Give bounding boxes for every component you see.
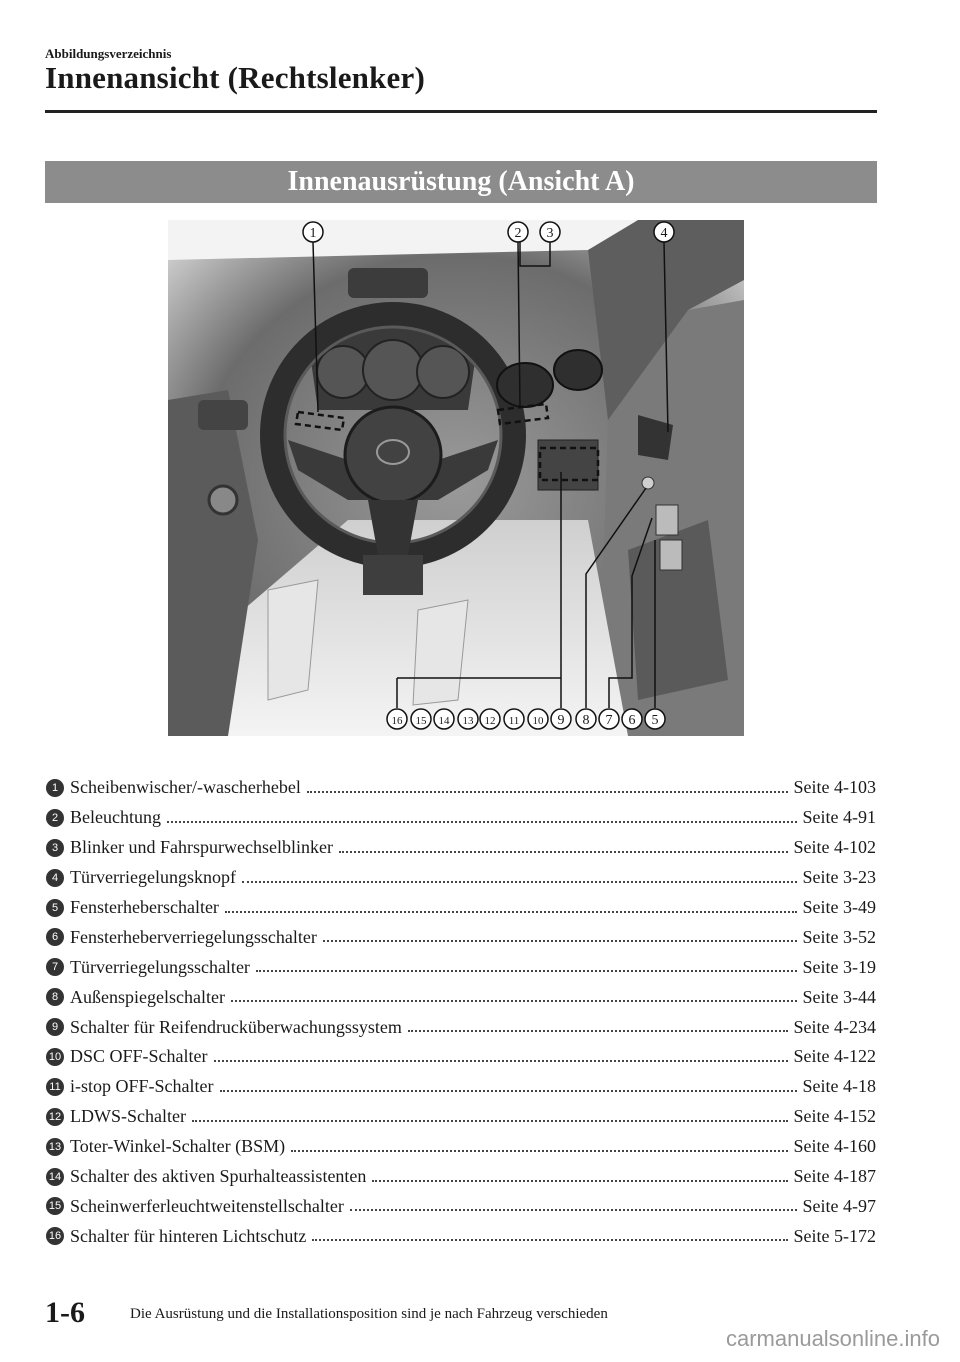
dot-leader xyxy=(220,1090,797,1092)
item-number-badge: 8 xyxy=(46,988,64,1006)
svg-text:3: 3 xyxy=(546,226,554,241)
page-reference-link[interactable]: Seite 5-172 xyxy=(793,1225,876,1246)
page-reference-link[interactable]: Seite 3-49 xyxy=(802,897,876,917)
svg-text:11: 11 xyxy=(508,715,520,727)
dot-leader xyxy=(192,1120,788,1122)
callout-3 xyxy=(540,222,560,242)
svg-text:6: 6 xyxy=(628,713,636,728)
dot-leader xyxy=(214,1060,788,1062)
dot-leader xyxy=(339,851,788,853)
list-item xyxy=(46,982,876,1012)
dot-leader xyxy=(408,1030,788,1032)
interior-illustration xyxy=(168,220,744,736)
svg-text:15: 15 xyxy=(415,715,427,727)
svg-text:9: 9 xyxy=(557,713,565,728)
footer-note: Die Ausrüstung und die Installationsposition sind je nach Fahrzeug verschieden xyxy=(130,1306,608,1322)
item-label: DSC OFF-Schalter xyxy=(70,1046,208,1067)
list-item xyxy=(46,952,876,982)
callout-13 xyxy=(458,709,478,729)
svg-text:12: 12 xyxy=(484,715,496,727)
callout-1 xyxy=(303,222,323,242)
item-number-badge: 16 xyxy=(46,1227,64,1245)
dot-leader xyxy=(307,791,788,793)
callout-4 xyxy=(654,222,674,242)
callout-5 xyxy=(645,709,665,729)
item-label: Außenspiegelschalter xyxy=(70,986,225,1007)
item-label: LDWS-Schalter xyxy=(70,1106,186,1127)
dot-leader xyxy=(256,970,797,972)
item-number-badge: 7 xyxy=(46,958,64,976)
item-label: Schalter für Reifendrucküberwachungssystem xyxy=(70,1016,402,1037)
page-reference-link[interactable]: Seite 4-122 xyxy=(793,1046,876,1067)
footer-page-number: 1-6 xyxy=(45,1296,85,1329)
page-reference-link[interactable]: Seite 3-19 xyxy=(802,956,876,977)
list-item xyxy=(46,773,876,803)
list-item xyxy=(46,1221,876,1251)
item-label: Fensterheberverriegelungsschalter xyxy=(70,926,317,947)
page-reference-link[interactable]: Seite 4-103 xyxy=(793,777,876,798)
callout-15 xyxy=(411,709,431,729)
callout-10 xyxy=(528,709,548,729)
callout-2 xyxy=(508,222,528,242)
dot-leader xyxy=(225,911,797,913)
item-label: Fensterheberschalter xyxy=(70,897,219,917)
item-number-badge: 1 xyxy=(46,779,64,797)
svg-text:7: 7 xyxy=(605,713,613,728)
item-label: Toter-Winkel-Schalter (BSM) xyxy=(70,1136,286,1157)
callout-14 xyxy=(434,709,454,729)
watermark: carmanualsonline.info xyxy=(725,1326,940,1351)
page-title: Innenansicht (Rechtslenker) xyxy=(45,60,425,95)
list-item xyxy=(46,863,876,893)
item-label: i-stop OFF-Schalter xyxy=(70,1076,214,1097)
callout-6 xyxy=(622,709,642,729)
svg-text:10: 10 xyxy=(532,715,544,727)
callout-7 xyxy=(599,709,619,729)
callout-12 xyxy=(480,709,500,729)
item-label: Scheibenwischer/-wascherhebel xyxy=(70,777,301,798)
section-label: Abbildungsverzeichnis xyxy=(45,46,172,61)
item-number-badge: 11 xyxy=(46,1078,64,1096)
item-number-badge: 13 xyxy=(46,1138,64,1156)
item-number-badge: 10 xyxy=(46,1048,64,1066)
item-label: Scheinwerferleuchtweitenstellschalter xyxy=(70,1195,344,1216)
callout-9 xyxy=(551,709,571,729)
svg-text:14: 14 xyxy=(438,715,450,727)
dot-leader xyxy=(242,881,797,883)
page-reference-link[interactable]: Seite 3-23 xyxy=(802,867,876,888)
list-item xyxy=(46,803,876,833)
dot-leader xyxy=(312,1239,787,1241)
list-item xyxy=(46,1191,876,1221)
page-reference-link[interactable]: Seite 4-234 xyxy=(793,1016,876,1037)
item-label: Schalter des aktiven Spurhalteassistenten xyxy=(70,1166,367,1187)
page-reference-link[interactable]: Seite 3-52 xyxy=(802,926,876,947)
svg-text:16: 16 xyxy=(391,715,403,727)
page-reference-link[interactable]: Seite 4-97 xyxy=(802,1195,876,1216)
item-label: Beleuchtung xyxy=(70,807,161,828)
item-number-badge: 9 xyxy=(46,1018,64,1036)
item-label: Türverriegelungsschalter xyxy=(70,956,250,977)
list-item xyxy=(46,922,876,952)
item-label: Schalter für hinteren Lichtschutz xyxy=(70,1225,307,1246)
dot-leader xyxy=(350,1209,797,1211)
list-item xyxy=(46,1132,876,1162)
item-number-badge: 14 xyxy=(46,1168,64,1186)
list-item xyxy=(46,1042,876,1072)
callout-8 xyxy=(576,709,596,729)
interior-figure xyxy=(168,220,744,736)
svg-text:8: 8 xyxy=(582,713,590,728)
list-item xyxy=(46,893,876,923)
svg-text:2: 2 xyxy=(514,226,522,241)
list-item xyxy=(46,833,876,863)
list-item xyxy=(46,1102,876,1132)
dot-leader xyxy=(167,821,797,823)
callout-16 xyxy=(387,709,407,729)
page-reference-link[interactable]: Seite 4-91 xyxy=(802,807,876,828)
callout-11 xyxy=(504,709,524,729)
dot-leader xyxy=(323,940,797,942)
item-number-badge: 4 xyxy=(46,869,64,887)
item-number-badge: 12 xyxy=(46,1108,64,1126)
item-number-badge: 6 xyxy=(46,928,64,946)
page-reference-link[interactable]: Seite 4-18 xyxy=(802,1076,876,1097)
svg-text:5: 5 xyxy=(651,713,659,728)
item-number-badge: 3 xyxy=(46,839,64,857)
page-reference-link[interactable]: Seite 4-187 xyxy=(793,1166,876,1187)
svg-text:13: 13 xyxy=(462,715,474,727)
svg-text:1: 1 xyxy=(309,226,317,241)
item-label: Türverriegelungsknopf xyxy=(70,867,236,888)
page-reference-link[interactable]: Seite 4-152 xyxy=(793,1106,876,1127)
svg-text:4: 4 xyxy=(660,226,668,241)
item-number-badge: 5 xyxy=(46,899,64,917)
page-reference-link[interactable]: Seite 4-160 xyxy=(793,1136,876,1157)
item-label: Blinker und Fahrspurwechselblinker xyxy=(70,837,333,858)
header-rule xyxy=(45,110,877,113)
page-reference-link[interactable]: Seite 4-102 xyxy=(793,837,876,858)
list-item xyxy=(46,1072,876,1102)
legend-list xyxy=(46,773,876,1251)
dot-leader xyxy=(231,1000,797,1002)
dot-leader xyxy=(372,1180,787,1182)
list-item xyxy=(46,1012,876,1042)
dot-leader xyxy=(291,1150,787,1152)
section-banner: Innenausrüstung (Ansicht A) xyxy=(45,161,877,203)
item-number-badge: 15 xyxy=(46,1197,64,1215)
page-reference-link[interactable]: Seite 3-44 xyxy=(802,986,876,1007)
list-item xyxy=(46,1162,876,1192)
item-number-badge: 2 xyxy=(46,809,64,827)
